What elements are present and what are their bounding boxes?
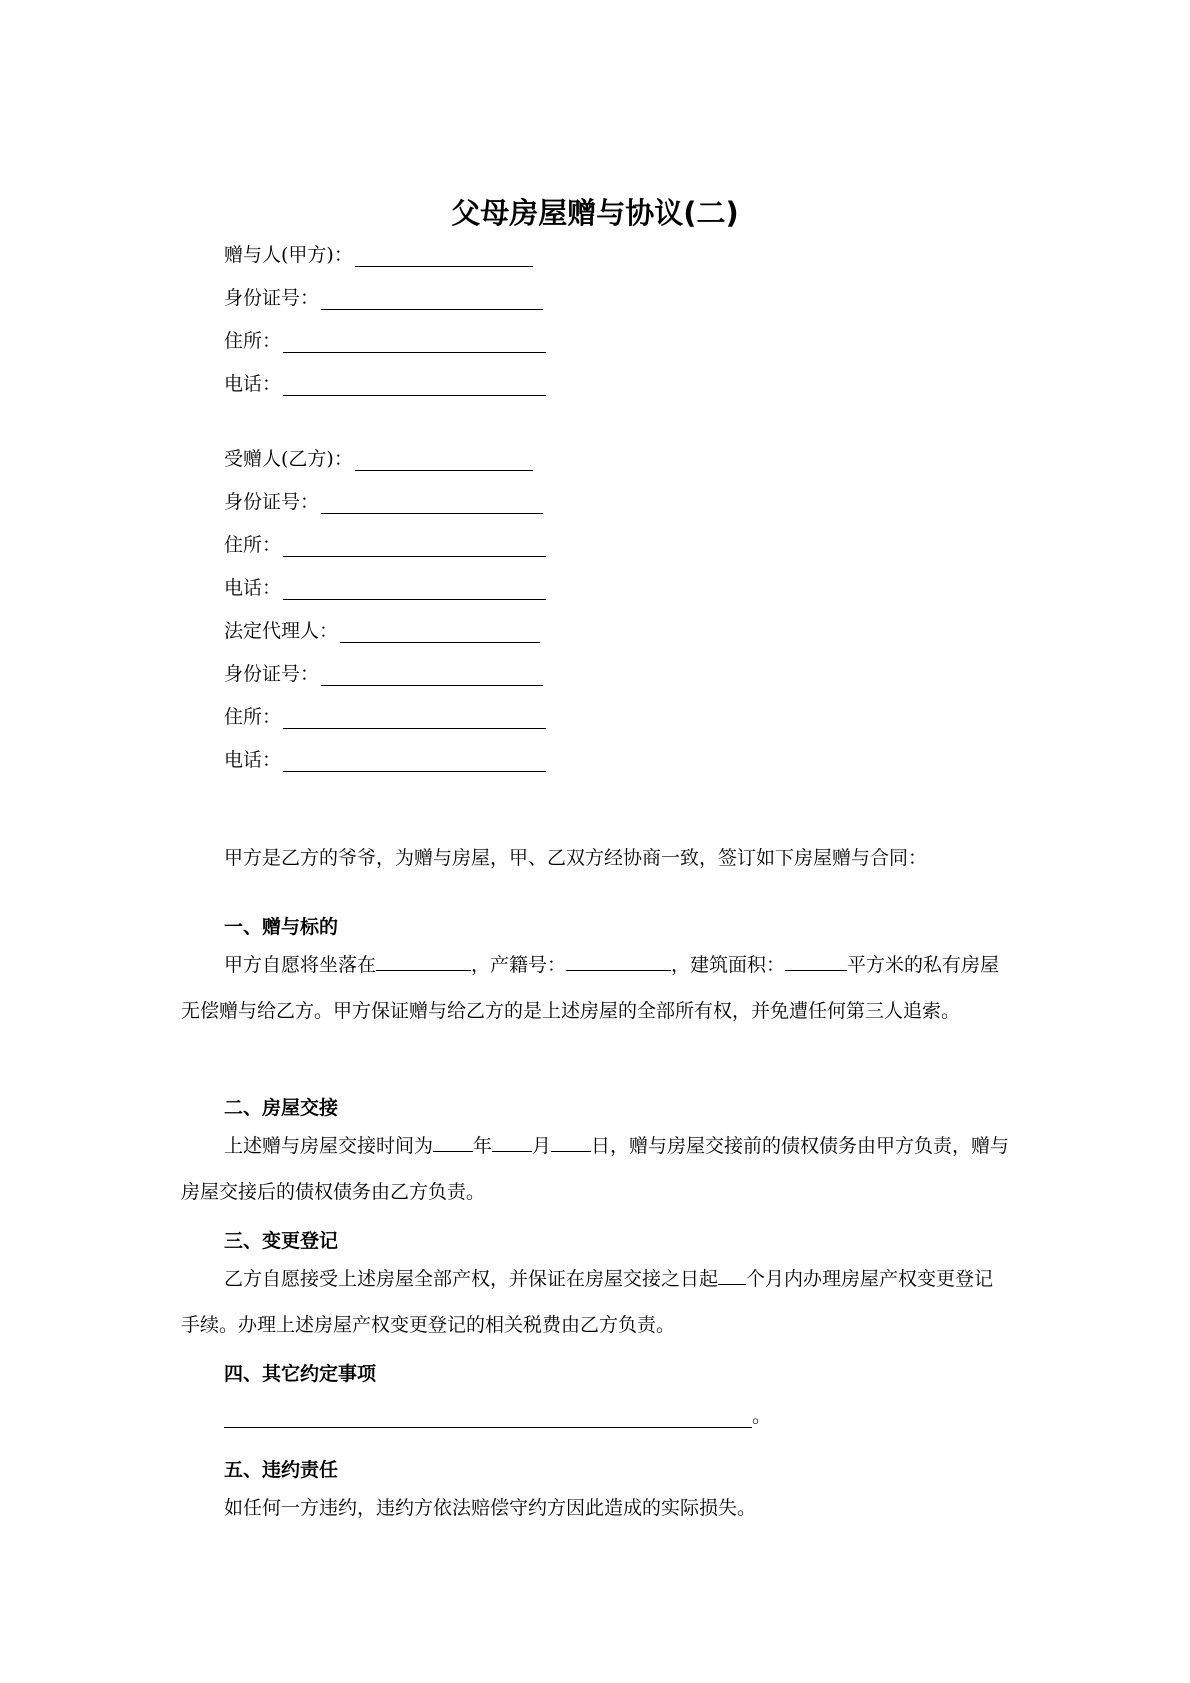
section-1-heading: 一、赠与标的 (224, 916, 339, 938)
intro-paragraph: 甲方是乙方的爷爷，为赠与房屋，甲、乙双方经协商一致，签订如下房屋赠与合同： (224, 847, 928, 869)
donor-name-field (224, 237, 533, 267)
donee-address-field (224, 527, 546, 557)
donee-phone-blank[interactable] (283, 573, 546, 600)
agent-phone-field (224, 742, 546, 772)
location-blank[interactable] (376, 950, 471, 971)
section-5-heading: 五、违约责任 (224, 1459, 339, 1481)
donee-address-label: 住所： (224, 534, 282, 556)
document-title: 父母房屋赠与协议(二) (451, 196, 739, 230)
donee-phone-label: 电话： (224, 577, 282, 599)
donor-id-field (224, 280, 543, 310)
other-terms-field (224, 1398, 771, 1428)
section-1-text-part-2: ，产籍号： (471, 954, 567, 976)
section-2-text-part-2: 年 (473, 1135, 493, 1157)
agent-phone-label: 电话： (224, 749, 282, 771)
agent-address-blank[interactable] (283, 702, 546, 729)
donee-id-field (224, 484, 543, 514)
property-number-blank[interactable] (566, 950, 671, 971)
agent-address-field (224, 699, 546, 729)
section-3-heading: 三、变更登记 (224, 1230, 339, 1252)
other-terms-blank[interactable] (224, 1401, 752, 1428)
section-2-text-part-4: 日，赠与房屋交接前的债权债务由甲方负责，赠与房屋交接后的债权债务由乙方负责。 (181, 1135, 1010, 1203)
donee-address-blank[interactable] (283, 530, 546, 557)
section-2-heading: 二、房屋交接 (224, 1097, 339, 1119)
donee-phone-field (224, 570, 546, 600)
agent-id-field (224, 656, 543, 686)
handover-month-blank[interactable] (492, 1131, 532, 1152)
donor-name-label: 赠与人(甲方)： (224, 244, 353, 266)
donee-id-label: 身份证号： (224, 491, 320, 513)
section-5-text: 如任何一方违约，违约方依法赔偿守约方因此造成的实际损失。 (224, 1497, 757, 1519)
donor-id-blank[interactable] (321, 283, 543, 310)
agent-name-label: 法定代理人： (224, 620, 339, 642)
section-2-text (181, 1123, 1011, 1215)
section-1-text-part-1: 甲方自愿将坐落在 (224, 954, 377, 976)
section-2-text-part-1: 上述赠与房屋交接时间为 (224, 1135, 434, 1157)
handover-day-blank[interactable] (551, 1131, 591, 1152)
donor-phone-field (224, 366, 546, 396)
other-terms-end: 。 (752, 1405, 772, 1427)
section-1-text (181, 942, 1011, 1034)
section-3-text-part-2: 个月内办理房屋产权变更登记手续。办理上述房屋产权变更登记的相关税费由乙方负责。 (181, 1268, 994, 1336)
section-3-text (181, 1256, 1011, 1348)
handover-year-blank[interactable] (433, 1131, 473, 1152)
section-2-text-part-3: 月 (532, 1135, 552, 1157)
agent-id-label: 身份证号： (224, 663, 320, 685)
section-4-heading: 四、其它约定事项 (224, 1363, 377, 1385)
donee-name-label: 受赠人(乙方)： (224, 448, 353, 470)
agent-name-field (224, 613, 540, 643)
section-3-text-part-1: 乙方自愿接受上述房屋全部产权，并保证在房屋交接之日起 (224, 1268, 719, 1290)
agent-phone-blank[interactable] (283, 745, 546, 772)
donor-address-field (224, 323, 546, 353)
donor-phone-label: 电话： (224, 373, 282, 395)
donor-address-label: 住所： (224, 330, 282, 352)
section-1-text-part-4: 平方米的私有房屋无偿赠与给乙方。甲方保证赠与给乙方的是上述房屋的全部所有权，并免遭任何第三人追索。 (181, 954, 1000, 1022)
agent-id-blank[interactable] (321, 659, 543, 686)
donee-name-field (224, 441, 533, 471)
donee-name-blank[interactable] (355, 444, 533, 471)
months-blank[interactable] (718, 1264, 746, 1285)
area-blank[interactable] (785, 950, 847, 971)
donor-address-blank[interactable] (283, 326, 546, 353)
section-1-text-part-3: ，建筑面积： (671, 954, 786, 976)
agent-name-blank[interactable] (340, 616, 540, 643)
agent-address-label: 住所： (224, 706, 282, 728)
donor-id-label: 身份证号： (224, 287, 320, 309)
donor-phone-blank[interactable] (283, 369, 546, 396)
donee-id-blank[interactable] (321, 487, 543, 514)
donor-name-blank[interactable] (355, 240, 533, 267)
